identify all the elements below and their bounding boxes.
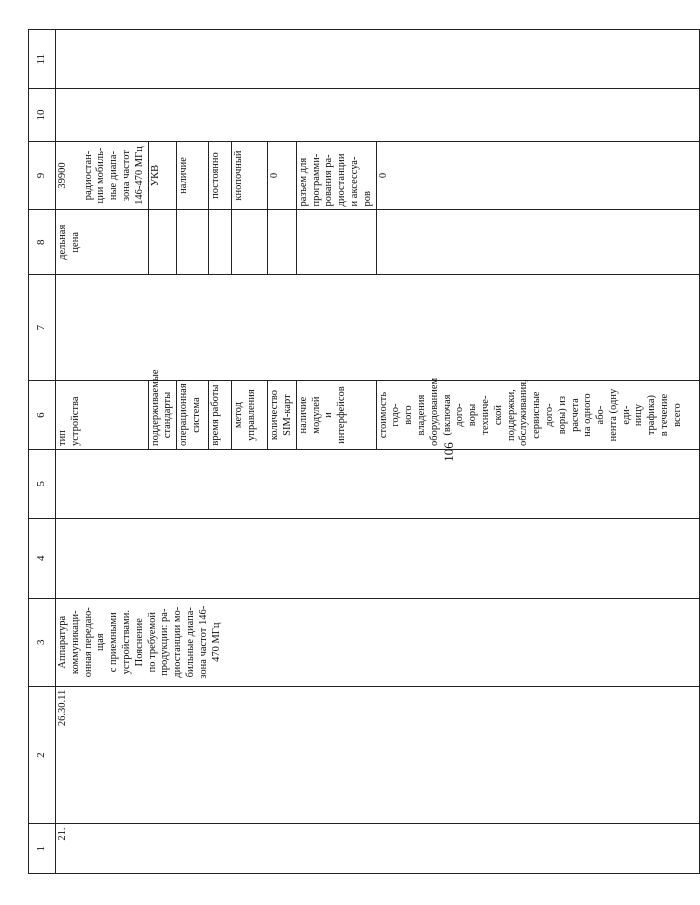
cell-col8 <box>376 210 699 275</box>
characteristic-value: наличие <box>177 141 209 210</box>
item-code: 26.30.11 <box>56 686 700 824</box>
cell-col5 <box>56 449 700 518</box>
cell-col8 <box>209 210 232 275</box>
cell-col7 <box>56 275 700 381</box>
header-cell-2: 2 <box>29 686 56 824</box>
cell-col8 <box>268 210 297 275</box>
characteristic-name: тип устройства <box>56 381 149 450</box>
characteristic-value: постоянно <box>209 141 232 210</box>
rotated-table-container <box>28 29 683 874</box>
characteristic-name: наличие модулей и интерфейсов <box>296 381 376 450</box>
header-cell-11: 11 <box>29 30 56 89</box>
header-row <box>29 30 56 874</box>
header-cell-7: 7 <box>29 275 56 381</box>
characteristic-name: операционная система <box>177 381 209 450</box>
header-cell-6: 6 <box>29 381 56 450</box>
characteristic-name: метод управления <box>232 381 268 450</box>
header-cell-1: 1 <box>29 824 56 874</box>
characteristic-value: кнопочный <box>232 141 268 210</box>
characteristic-value: УКВ <box>148 141 177 210</box>
characteristic-value: 0 <box>376 141 699 210</box>
header-cell-9: 9 <box>29 141 56 210</box>
characteristic-value: разъем для программи- рования ра- диостанции и аксессуа- ров <box>296 141 376 210</box>
characteristic-value: 0 <box>268 141 297 210</box>
cell-col8 <box>232 210 268 275</box>
characteristic-name: количество SIM-карт <box>268 381 297 450</box>
price-label: дельная цена <box>56 210 149 275</box>
spec-table <box>28 29 700 874</box>
item-description: Аппаратура коммуникаци- онная передаю- щая с приемными устройствами. Пояснение по требуемой продукции: ра- диостанции мо- бильные диапа- зона частот 146- 470 МГц <box>56 598 700 686</box>
cell-col8 <box>177 210 209 275</box>
characteristic-name: поддерживаемые стандарты <box>148 381 177 450</box>
table-row <box>56 30 149 874</box>
cell-col10 <box>56 89 700 141</box>
cell-col4 <box>56 518 700 598</box>
characteristic-name: время работы <box>209 381 232 450</box>
cell-col8 <box>148 210 177 275</box>
header-cell-4: 4 <box>29 518 56 598</box>
header-cell-8: 8 <box>29 210 56 275</box>
page-number: 106 <box>441 442 456 462</box>
cell-col11 <box>56 30 700 89</box>
cell-col8 <box>296 210 376 275</box>
characteristic-value: 39900 радиостан- ции мобиль- ные диапа- зона частот 146-470 МГц <box>56 141 149 210</box>
header-cell-5: 5 <box>29 449 56 518</box>
header-cell-3: 3 <box>29 598 56 686</box>
item-number: 21. <box>56 824 700 874</box>
header-cell-10: 10 <box>29 89 56 141</box>
characteristic-name: стоимость годо- вого владения оборудованием (включая дого- воры техниче- ской поддержки, обслуживания, сервисные дого- воры) из расчета на одного або- нента (одну еди- ницу трафика) в течение всего <box>376 381 699 450</box>
